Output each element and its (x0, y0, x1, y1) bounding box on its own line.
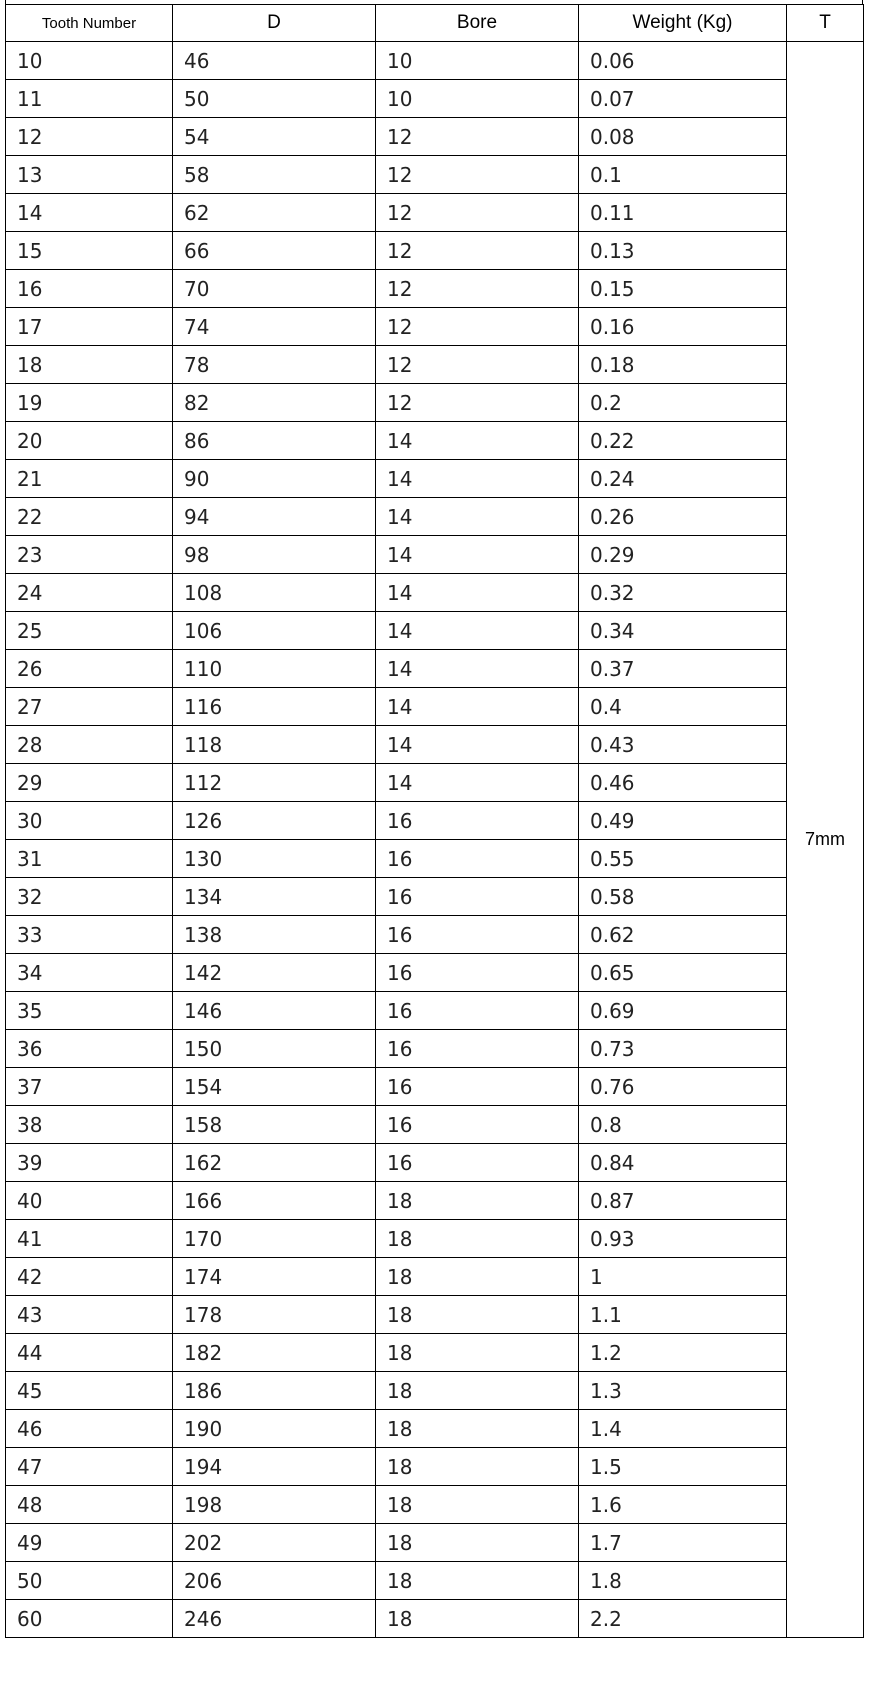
cell-weight: 0.1 (579, 156, 787, 194)
cell-weight: 0.29 (579, 536, 787, 574)
cell-tooth-number: 47 (6, 1448, 173, 1486)
cell-bore: 14 (376, 460, 579, 498)
table-row (6, 232, 864, 270)
table-row (6, 1296, 864, 1334)
table-row (6, 1030, 864, 1068)
cell-weight: 1.2 (579, 1334, 787, 1372)
table-row (6, 1372, 864, 1410)
header-bore: Bore (376, 5, 579, 42)
cell-weight: 1.6 (579, 1486, 787, 1524)
cell-bore: 18 (376, 1372, 579, 1410)
cell-tooth-number: 50 (6, 1562, 173, 1600)
cell-tooth-number: 26 (6, 650, 173, 688)
cell-bore: 18 (376, 1524, 579, 1562)
cell-weight: 1.5 (579, 1448, 787, 1486)
cell-d: 94 (173, 498, 376, 536)
cell-tooth-number: 11 (6, 80, 173, 118)
cell-weight: 0.73 (579, 1030, 787, 1068)
cell-weight: 1.8 (579, 1562, 787, 1600)
cell-weight: 0.65 (579, 954, 787, 992)
cell-tooth-number: 24 (6, 574, 173, 612)
cell-tooth-number: 20 (6, 422, 173, 460)
cell-weight: 0.16 (579, 308, 787, 346)
cell-bore: 18 (376, 1296, 579, 1334)
cell-tooth-number: 46 (6, 1410, 173, 1448)
cell-weight: 0.87 (579, 1182, 787, 1220)
cell-d: 90 (173, 460, 376, 498)
cell-tooth-number: 44 (6, 1334, 173, 1372)
cell-bore: 16 (376, 1068, 579, 1106)
cell-bore: 14 (376, 422, 579, 460)
table-row (6, 460, 864, 498)
cell-d: 118 (173, 726, 376, 764)
cell-d: 170 (173, 1220, 376, 1258)
cell-tooth-number: 31 (6, 840, 173, 878)
cell-tooth-number: 33 (6, 916, 173, 954)
cell-bore: 18 (376, 1182, 579, 1220)
cell-weight: 0.08 (579, 118, 787, 156)
cell-weight: 1.7 (579, 1524, 787, 1562)
table-row (6, 80, 864, 118)
table-row (6, 992, 864, 1030)
cell-d: 194 (173, 1448, 376, 1486)
cell-weight: 0.62 (579, 916, 787, 954)
cell-d: 74 (173, 308, 376, 346)
cell-weight: 0.37 (579, 650, 787, 688)
table-row (6, 574, 864, 612)
header-weight: Weight (Kg) (579, 5, 787, 42)
cell-d: 154 (173, 1068, 376, 1106)
cell-bore: 18 (376, 1334, 579, 1372)
table-row (6, 346, 864, 384)
cell-d: 134 (173, 878, 376, 916)
cell-d: 130 (173, 840, 376, 878)
cell-bore: 14 (376, 764, 579, 802)
table-row (6, 156, 864, 194)
cell-tooth-number: 60 (6, 1600, 173, 1638)
cell-tooth-number: 22 (6, 498, 173, 536)
cell-weight: 0.13 (579, 232, 787, 270)
cell-bore: 18 (376, 1220, 579, 1258)
cell-bore: 16 (376, 954, 579, 992)
cell-tooth-number: 38 (6, 1106, 173, 1144)
table-row (6, 840, 864, 878)
table-row (6, 1106, 864, 1144)
table-row (6, 1600, 864, 1638)
cell-weight: 0.24 (579, 460, 787, 498)
header-d: D (173, 5, 376, 42)
cell-tooth-number: 10 (6, 42, 173, 80)
cell-bore: 12 (376, 270, 579, 308)
cell-bore: 16 (376, 840, 579, 878)
cell-weight: 0.46 (579, 764, 787, 802)
header-t: T (787, 5, 864, 42)
cell-tooth-number: 35 (6, 992, 173, 1030)
cell-tooth-number: 48 (6, 1486, 173, 1524)
table-row (6, 270, 864, 308)
cell-bore: 18 (376, 1600, 579, 1638)
cell-weight: 1.3 (579, 1372, 787, 1410)
cell-bore: 14 (376, 612, 579, 650)
cell-d: 126 (173, 802, 376, 840)
table-row (6, 308, 864, 346)
cell-tooth-number: 30 (6, 802, 173, 840)
header-row (6, 5, 864, 42)
table-row (6, 1448, 864, 1486)
cell-d: 70 (173, 270, 376, 308)
cell-d: 186 (173, 1372, 376, 1410)
table-body (6, 42, 864, 1638)
cell-d: 110 (173, 650, 376, 688)
cell-tooth-number: 12 (6, 118, 173, 156)
table-row (6, 1182, 864, 1220)
cell-bore: 14 (376, 726, 579, 764)
cell-bore: 16 (376, 992, 579, 1030)
cell-bore: 14 (376, 688, 579, 726)
table-row (6, 802, 864, 840)
cell-weight: 0.76 (579, 1068, 787, 1106)
cell-bore: 18 (376, 1562, 579, 1600)
cell-weight: 0.11 (579, 194, 787, 232)
table-row (6, 726, 864, 764)
cell-d: 146 (173, 992, 376, 1030)
cell-bore: 14 (376, 574, 579, 612)
table-row (6, 1562, 864, 1600)
cell-d: 166 (173, 1182, 376, 1220)
cell-bore: 12 (376, 384, 579, 422)
table-row (6, 384, 864, 422)
cell-bore: 10 (376, 42, 579, 80)
cell-weight: 2.2 (579, 1600, 787, 1638)
table-row (6, 688, 864, 726)
cell-tooth-number: 41 (6, 1220, 173, 1258)
table-row (6, 764, 864, 802)
cell-bore: 12 (376, 346, 579, 384)
cell-tooth-number: 17 (6, 308, 173, 346)
cell-bore: 16 (376, 916, 579, 954)
cell-tooth-number: 32 (6, 878, 173, 916)
cell-bore: 18 (376, 1258, 579, 1296)
table-row (6, 954, 864, 992)
cell-bore: 14 (376, 650, 579, 688)
cell-d: 198 (173, 1486, 376, 1524)
cell-weight: 0.55 (579, 840, 787, 878)
cell-tooth-number: 13 (6, 156, 173, 194)
cell-d: 86 (173, 422, 376, 460)
cell-d: 112 (173, 764, 376, 802)
cell-bore: 18 (376, 1410, 579, 1448)
cell-d: 46 (173, 42, 376, 80)
cell-tooth-number: 19 (6, 384, 173, 422)
cell-weight: 0.4 (579, 688, 787, 726)
cell-d: 54 (173, 118, 376, 156)
cell-d: 246 (173, 1600, 376, 1638)
table-row (6, 612, 864, 650)
cell-tooth-number: 49 (6, 1524, 173, 1562)
cell-weight: 0.07 (579, 80, 787, 118)
table-row (6, 1410, 864, 1448)
table-row (6, 42, 864, 80)
table-row (6, 536, 864, 574)
cell-bore: 18 (376, 1448, 579, 1486)
cell-tooth-number: 29 (6, 764, 173, 802)
cell-tooth-number: 37 (6, 1068, 173, 1106)
cell-tooth-number: 36 (6, 1030, 173, 1068)
cell-weight: 0.15 (579, 270, 787, 308)
cell-bore: 14 (376, 498, 579, 536)
table-row (6, 650, 864, 688)
cell-tooth-number: 39 (6, 1144, 173, 1182)
header-tooth-number: Tooth Number (6, 5, 173, 42)
cell-d: 62 (173, 194, 376, 232)
table-row (6, 878, 864, 916)
table-row (6, 1486, 864, 1524)
cell-d: 190 (173, 1410, 376, 1448)
cell-tooth-number: 28 (6, 726, 173, 764)
cell-d: 178 (173, 1296, 376, 1334)
cell-d: 106 (173, 612, 376, 650)
cell-d: 202 (173, 1524, 376, 1562)
cell-weight: 0.32 (579, 574, 787, 612)
cell-weight: 1.1 (579, 1296, 787, 1334)
cell-tooth-number: 42 (6, 1258, 173, 1296)
table-row (6, 1220, 864, 1258)
cell-bore: 10 (376, 80, 579, 118)
cell-d: 138 (173, 916, 376, 954)
cell-weight: 0.58 (579, 878, 787, 916)
table-row (6, 916, 864, 954)
cell-tooth-number: 40 (6, 1182, 173, 1220)
table-row (6, 1144, 864, 1182)
cell-d: 142 (173, 954, 376, 992)
cell-tooth-number: 16 (6, 270, 173, 308)
table-row (6, 1334, 864, 1372)
cell-bore: 16 (376, 878, 579, 916)
cell-weight: 0.34 (579, 612, 787, 650)
table-row (6, 194, 864, 232)
cell-weight: 0.18 (579, 346, 787, 384)
cell-weight: 0.22 (579, 422, 787, 460)
cell-tooth-number: 18 (6, 346, 173, 384)
cell-weight: 0.49 (579, 802, 787, 840)
cell-d: 50 (173, 80, 376, 118)
cell-tooth-number: 25 (6, 612, 173, 650)
cell-weight: 1 (579, 1258, 787, 1296)
cell-d: 98 (173, 536, 376, 574)
cell-bore: 16 (376, 1144, 579, 1182)
cell-d: 150 (173, 1030, 376, 1068)
table-row (6, 1068, 864, 1106)
cell-bore: 16 (376, 1030, 579, 1068)
cell-weight: 0.26 (579, 498, 787, 536)
cell-tooth-number: 34 (6, 954, 173, 992)
cell-bore: 12 (376, 194, 579, 232)
table-row (6, 1524, 864, 1562)
cell-tooth-number: 23 (6, 536, 173, 574)
cell-tooth-number: 45 (6, 1372, 173, 1410)
cell-tooth-number: 43 (6, 1296, 173, 1334)
cell-bore: 16 (376, 1106, 579, 1144)
spec-table (5, 4, 864, 1638)
cell-d: 182 (173, 1334, 376, 1372)
cell-weight: 0.2 (579, 384, 787, 422)
cell-weight: 0.69 (579, 992, 787, 1030)
cell-tooth-number: 27 (6, 688, 173, 726)
cell-d: 66 (173, 232, 376, 270)
table-row (6, 1258, 864, 1296)
cell-bore: 14 (376, 536, 579, 574)
cell-weight: 0.06 (579, 42, 787, 80)
cell-d: 116 (173, 688, 376, 726)
cell-d: 162 (173, 1144, 376, 1182)
cell-bore: 12 (376, 232, 579, 270)
cell-tooth-number: 21 (6, 460, 173, 498)
cell-d: 158 (173, 1106, 376, 1144)
cell-bore: 12 (376, 118, 579, 156)
cell-weight: 0.43 (579, 726, 787, 764)
cell-t-merged: 7mm (787, 42, 864, 1638)
table-row (6, 422, 864, 460)
cell-d: 82 (173, 384, 376, 422)
cell-d: 108 (173, 574, 376, 612)
cell-weight: 0.8 (579, 1106, 787, 1144)
cell-d: 58 (173, 156, 376, 194)
cell-tooth-number: 15 (6, 232, 173, 270)
cell-weight: 1.4 (579, 1410, 787, 1448)
table-row (6, 498, 864, 536)
cell-bore: 18 (376, 1486, 579, 1524)
table-row (6, 118, 864, 156)
cell-d: 78 (173, 346, 376, 384)
cell-weight: 0.93 (579, 1220, 787, 1258)
cell-d: 206 (173, 1562, 376, 1600)
cell-weight: 0.84 (579, 1144, 787, 1182)
cell-tooth-number: 14 (6, 194, 173, 232)
cell-bore: 16 (376, 802, 579, 840)
cell-d: 174 (173, 1258, 376, 1296)
cell-bore: 12 (376, 156, 579, 194)
cell-bore: 12 (376, 308, 579, 346)
